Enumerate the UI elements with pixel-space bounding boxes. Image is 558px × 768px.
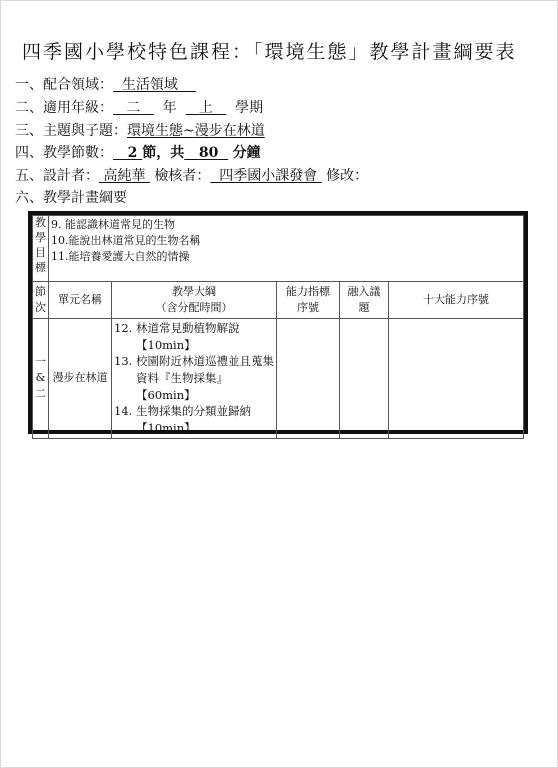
objective-item: 10.能說出林道常見的生物名稱 [51, 233, 201, 247]
objectives-list [49, 216, 524, 282]
field-outline [15, 187, 127, 207]
checker-name: 四季國小課發會 [219, 168, 318, 184]
header-unit: 單元名稱 [49, 282, 112, 319]
row-indicator [277, 319, 340, 439]
outline-item: 13. 校園附近林道巡禮並且蒐集資料『生物採集』 【60min】 [114, 354, 274, 402]
periods-unit: 節，共 [142, 145, 185, 161]
field-topic-value: 環境生態~漫步在林道 [127, 123, 265, 139]
plan-table [28, 211, 528, 434]
periods-count: 2 [127, 145, 138, 161]
header-integrate: 融入議 題 [340, 282, 389, 319]
plan-table-grid [32, 215, 524, 439]
header-row [33, 282, 524, 319]
designer-name: 高純華 [103, 168, 146, 184]
table-row [33, 319, 524, 439]
objective-item: 11.能培養愛護大自然的情操 [51, 249, 190, 263]
field-topic-label: 三、主題與子題： [15, 123, 127, 139]
field-periods-label: 四、教學節數： [15, 145, 113, 161]
semester-value: 上 [198, 100, 213, 116]
objectives-row [33, 216, 524, 282]
semester-unit: 學期 [235, 100, 264, 116]
field-outline-label: 六、教學計畫綱要 [15, 190, 127, 206]
row-outline [112, 319, 277, 439]
header-session: 節 次 [33, 282, 49, 319]
field-designer-label: 五、設計者： [15, 168, 99, 184]
field-domain [15, 74, 196, 94]
outline-item: 12. 林道常見動植物解說 【10min】 [114, 321, 240, 352]
header-indicator: 能力指標 序號 [277, 282, 340, 319]
field-topic [15, 120, 265, 140]
objectives-header: 教 學 目 標 [33, 216, 49, 282]
field-grade [15, 97, 263, 117]
grade-value: 二 [126, 100, 141, 116]
field-grade-label: 二、適用年級： [15, 100, 113, 116]
row-session: 一 & 二 [33, 319, 49, 439]
minutes-unit: 分鐘 [232, 145, 261, 161]
field-domain-value: 生活領域 [121, 77, 178, 93]
periods-minutes: 80 [198, 145, 219, 161]
header-outline: 教學大綱 （含分配時間） [112, 282, 277, 319]
field-designer [15, 165, 368, 185]
field-domain-label: 一、配合領域： [15, 77, 113, 93]
grade-unit: 年 [162, 100, 177, 116]
header-ten-ability: 十大能力序號 [389, 282, 524, 319]
row-integrate [340, 319, 389, 439]
field-periods [15, 142, 261, 162]
row-unit: 漫步在林道 [49, 319, 112, 439]
row-ten-ability [389, 319, 524, 439]
revise-label: 修改： [326, 168, 369, 184]
checker-label: 檢核者： [154, 168, 211, 184]
document-title: 四季國小學校特色課程：「環境生態」教學計畫綱要表 [22, 41, 517, 63]
outline-item: 14. 生物採集的分類並歸納 【10min】 [114, 404, 251, 436]
objective-item: 9. 能認識林道常見的生物 [51, 218, 175, 231]
